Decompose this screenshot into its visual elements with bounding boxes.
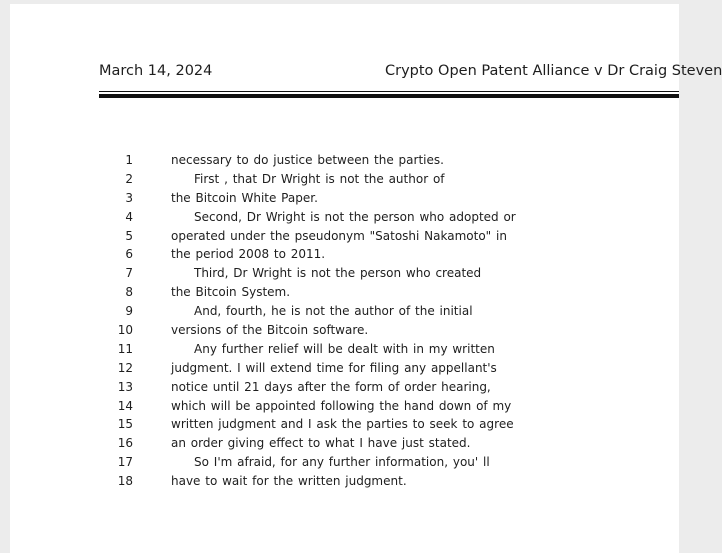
line-number: 14 [117, 398, 133, 413]
line-text: the Bitcoin System. [171, 285, 291, 300]
transcript-line [10, 283, 679, 302]
line-number: 2 [125, 171, 133, 186]
line-number: 12 [117, 360, 133, 375]
transcript-page [10, 4, 722, 553]
line-number: 16 [117, 436, 133, 451]
transcript-line [10, 189, 679, 208]
transcript-line [10, 378, 679, 397]
line-number: 3 [125, 190, 133, 205]
line-text: Any further relief will be dealt with in my written [194, 341, 495, 356]
line-number: 17 [117, 455, 133, 470]
line-number: 11 [117, 341, 133, 356]
line-text: an order giving effect to what I have just stated. [171, 436, 471, 451]
transcript-line [10, 453, 679, 472]
line-number: 10 [117, 323, 133, 338]
transcript-line [10, 340, 679, 359]
line-text: have to wait for the written judgment. [171, 474, 407, 489]
header-rule-thin [99, 91, 679, 92]
line-number: 18 [117, 474, 133, 489]
transcript-line [10, 264, 679, 283]
transcript-line [10, 415, 679, 434]
line-number: 5 [125, 228, 133, 243]
line-number: 6 [125, 247, 133, 262]
transcript-line [10, 321, 679, 340]
line-text: necessary to do justice between the parties. [171, 153, 444, 167]
transcript-line [10, 359, 679, 378]
line-text: versions of the Bitcoin software. [171, 323, 369, 338]
line-text: which will be appointed following the hand down of my [171, 398, 512, 413]
line-text: So I'm afraid, for any further information, you' ll [194, 455, 490, 470]
line-text: written judgment and I ask the parties to seek to agree [171, 417, 514, 432]
line-text: Third, Dr Wright is not the person who created [194, 266, 482, 281]
transcript-line [10, 151, 679, 170]
line-text: And, fourth, he is not the author of the initial [194, 304, 473, 319]
transcript-line [10, 302, 679, 321]
line-number: 8 [125, 285, 133, 300]
line-text: First , that Dr Wright is not the author of [194, 171, 445, 186]
line-text: notice until 21 days after the form of order hearing, [171, 379, 491, 394]
line-number: 7 [125, 266, 133, 281]
line-number: 4 [125, 209, 133, 224]
line-number: 1 [125, 153, 133, 167]
line-text: Second, Dr Wright is not the person who adopted or [194, 209, 516, 224]
line-text: the period 2008 to 2011. [171, 247, 326, 262]
transcript-line [10, 208, 679, 227]
header-rule-thick [99, 94, 679, 98]
line-text: operated under the pseudonym "Satoshi Nakamoto" in [171, 228, 507, 243]
header-case-title: Crypto Open Patent Alliance v Dr Craig Steven [385, 63, 722, 79]
transcript-line [10, 472, 679, 491]
line-text: judgment. I will extend time for filing any appellant's [171, 360, 497, 375]
transcript-line [10, 245, 679, 264]
transcript-line [10, 170, 679, 189]
line-text: the Bitcoin White Paper. [171, 190, 318, 205]
line-number: 15 [117, 417, 133, 432]
header-date: March 14, 2024 [99, 63, 213, 79]
transcript-line [10, 434, 679, 453]
transcript-body [10, 151, 679, 491]
line-number: 13 [117, 379, 133, 394]
line-number: 9 [125, 304, 133, 319]
transcript-line [10, 227, 679, 246]
transcript-line [10, 397, 679, 416]
